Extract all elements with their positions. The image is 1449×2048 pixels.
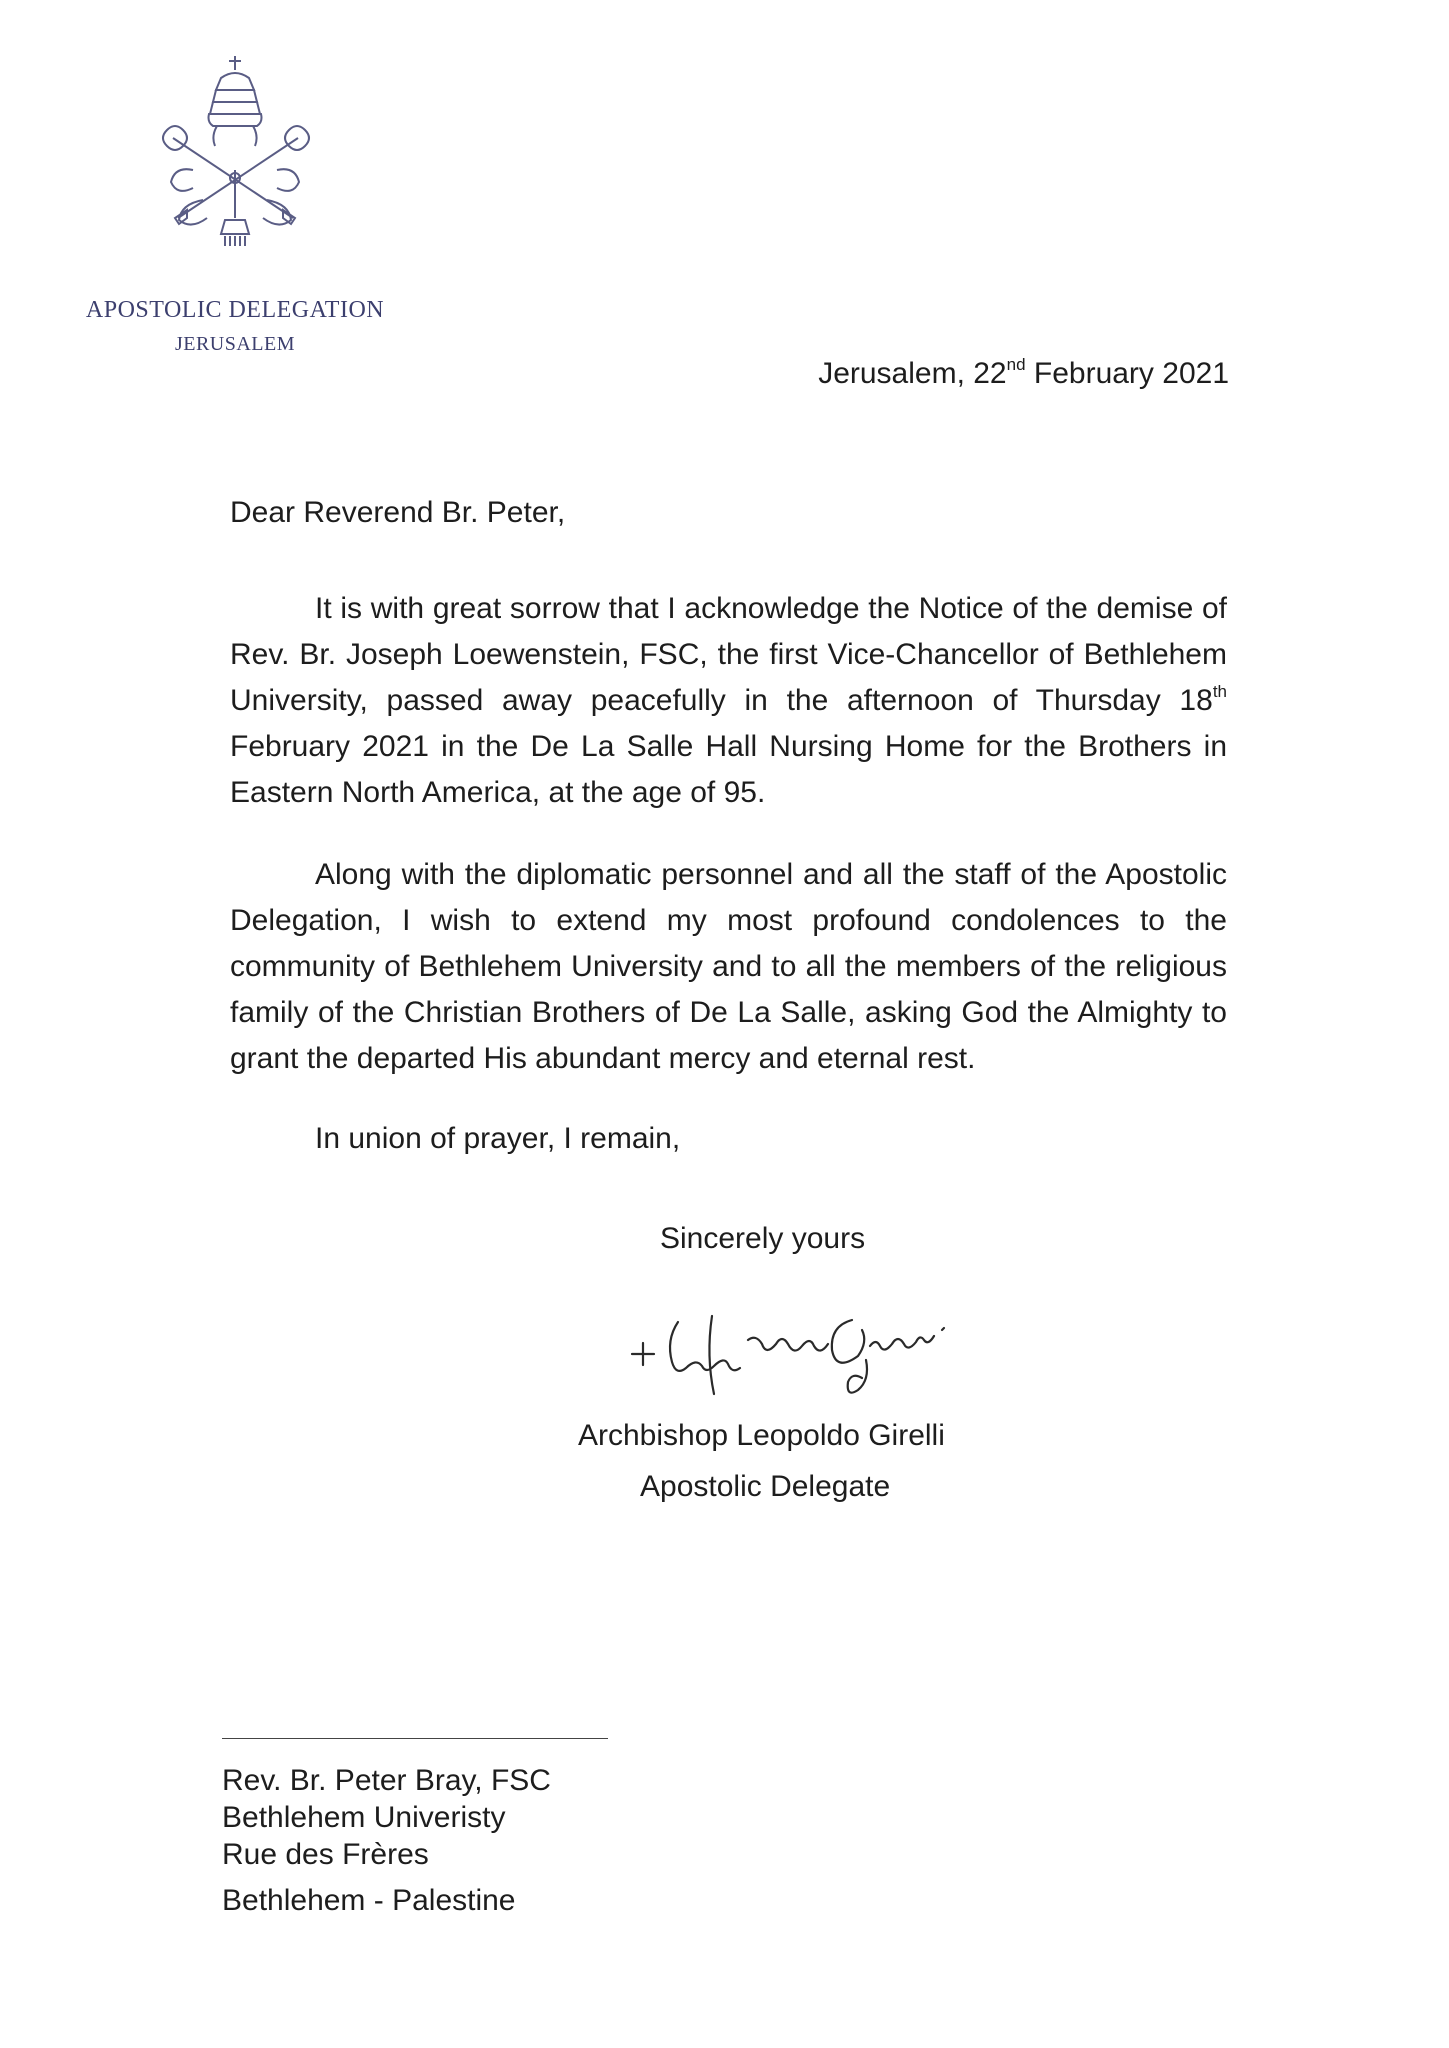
- signatory-name: Archbishop Leopoldo Girelli: [578, 1419, 945, 1452]
- papal-keys-tiara-crest-icon: [153, 50, 318, 250]
- date-ordinal: nd: [1006, 355, 1026, 374]
- letterhead-name: APOSTOLIC DELEGATION: [85, 297, 385, 323]
- recipient-institution: Bethlehem Univeristy: [222, 1801, 506, 1834]
- recipient-street: Rue des Frères: [222, 1838, 429, 1871]
- date-month-year: February 2021: [1025, 357, 1229, 390]
- handwritten-signature: [620, 1290, 970, 1410]
- sign-off: Sincerely yours: [660, 1222, 866, 1255]
- letterhead: [50, 50, 420, 357]
- recipient-city-country: Bethlehem - Palestine: [222, 1884, 516, 1917]
- closing-line: In union of prayer, I remain,: [315, 1122, 681, 1155]
- paragraph-condolence-notice: [230, 586, 1227, 816]
- salutation: Dear Reverend Br. Peter,: [230, 496, 566, 529]
- paragraph1-text-b: February 2021 in the De La Salle Hall Nursing Home for the Brothers in Eastern North America, at the age of 95.: [230, 730, 1227, 809]
- date-day: Jerusalem, 22: [818, 357, 1007, 390]
- recipient-name: Rev. Br. Peter Bray, FSC: [222, 1764, 551, 1797]
- paragraph1-text-a: It is with great sorrow that I acknowledge the Notice of the demise of Rev. Br. Joseph Loewenstein, FSC, the first Vice-Chancellor of Bethlehem University, passed away peacefully in the afternoon of Thursday 18: [230, 592, 1227, 717]
- paragraph1-ordinal: th: [1212, 682, 1227, 701]
- address-divider: [222, 1738, 608, 1739]
- letterhead-city: JERUSALEM: [174, 333, 296, 355]
- paragraph-condolences: Along with the diplomatic personnel and all the staff of the Apostolic Delegation, I wish to extend my most profound condolences to the community of Bethlehem University and to all the members of the religious family of the Christian Brothers of De La Salle, asking God the Almighty to grant the departed His abundant mercy and eternal rest.: [230, 858, 1227, 1075]
- letter-date: [818, 355, 1229, 393]
- signatory-title: Apostolic Delegate: [640, 1470, 891, 1503]
